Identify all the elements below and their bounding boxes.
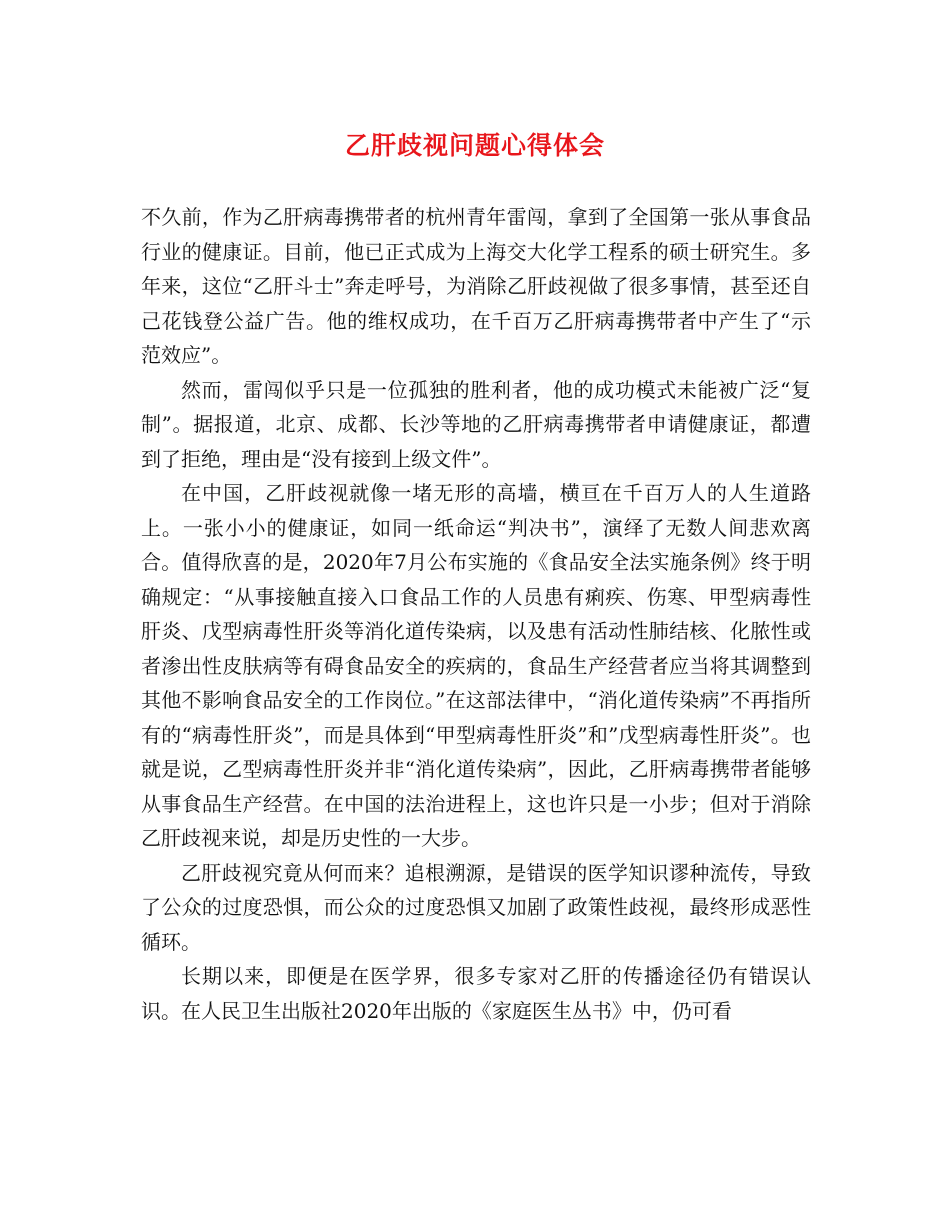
document-body bbox=[141, 200, 811, 1028]
paragraph-3: 在中国，乙肝歧视就像一堵无形的高墙，横亘在千百万人的人生道路上。一张小小的健康证，如同一纸命运“判决书”，演绎了无数人间悲欢离合。值得欣喜的是，2020年7月公布实施的《食品安全法实施条例》终于明确规定：“从事接触直接入口食品工作的人员患有痢疾、伤寒、甲型病毒性肝炎、戊型病毒性肝炎等消化道传染病，以及患有活动性肺结核、化脓性或者渗出性皮肤病等有碍食品安全的疾病的，食品生产经营者应当将其调整到其他不影响食品安全的工作岗位。”在这部法律中，“消化道传染病”不再指所有的“病毒性肝炎”，而是具体到“甲型病毒性肝炎”和”戊型病毒性肝炎”。也就是说，乙型病毒性肝炎并非“消化道传染病”，因此，乙肝病毒携带者能够从事食品生产经营。在中国的法治进程上，这也许只是一小步；但对于消除乙肝歧视来说，却是历史性的一大步。 bbox=[141, 481, 811, 850]
paragraph-2: 然而，雷闯似乎只是一位孤独的胜利者，他的成功模式未能被广泛“复制”。据报道，北京、成都、长沙等地的乙肝病毒携带者申请健康证，都遭到了拒绝，理由是“没有接到上级文件”。 bbox=[141, 377, 811, 471]
document-title: 乙肝歧视问题心得体会 bbox=[344, 131, 605, 160]
paragraph-1: 不久前，作为乙肝病毒携带者的杭州青年雷闯，拿到了全国第一张从事食品行业的健康证。目前，他已正式成为上海交大化学工程系的硕士研究生。多年来，这位“乙肝斗士”奔走呼号，为消除乙肝歧视做了很多事情，甚至还自己花钱登公益广告。他的维权成功，在千百万乙肝病毒携带者中产生了“示范效应”。 bbox=[141, 205, 811, 367]
paragraph-4: 乙肝歧视究竟从何而来？追根溯源，是错误的医学知识谬种流传，导致了公众的过度恐惧，而公众的过度恐惧又加剧了政策性歧视，最终形成恶性循环。 bbox=[141, 860, 811, 954]
paragraph-5: 长期以来，即便是在医学界，很多专家对乙肝的传播途径仍有错误认识。在人民卫生出版社2020年出版的《家庭医生丛书》中，仍可看 bbox=[141, 964, 811, 1023]
